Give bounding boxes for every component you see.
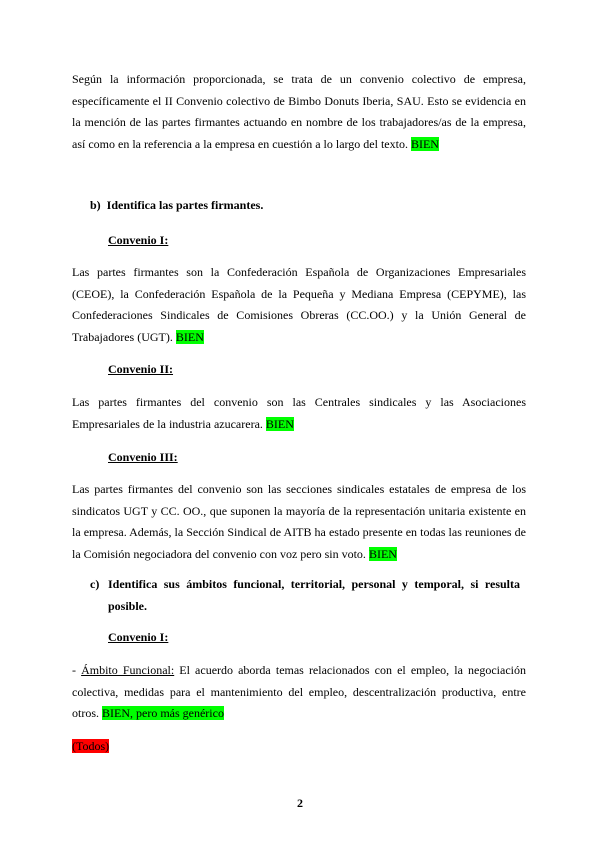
intro-text: Según la información proporcionada, se trata de un convenio colectivo de empresa, específicamente el II Convenio colectivo de Bimbo Donuts Iberia, SAU. Esto se evidencia en la mención de las partes firmantes actuando en nombre de los trabajadores/as de la empresa, así como en la referencia a la empresa en cuestión a lo largo del texto. — [72, 72, 526, 151]
list-dash: - — [72, 663, 82, 677]
section-b-title: Identifica las partes firmantes. — [106, 198, 264, 212]
section-c-heading — [90, 573, 520, 617]
green-mark: BIEN, pero más genérico — [102, 706, 224, 720]
convenio-1-c-heading: Convenio I: — [108, 630, 169, 644]
intro-paragraph — [72, 69, 526, 155]
section-c-title: Identifica sus ámbitos funcional, territorial, personal y temporal, si resulta posible. — [108, 577, 520, 613]
convenio-2-heading: Convenio II: — [108, 362, 174, 376]
convenio-2-paragraph — [72, 392, 526, 435]
section-b-heading — [90, 198, 263, 213]
section-b-label: b) — [90, 198, 101, 212]
section-c-label: c) — [90, 577, 100, 591]
ambito-funcional-text: El acuerdo aborda temas relacionados con el empleo, la negociación colectiva, medidas para el mantenimiento del empleo, descentralización productiva, entre otros. — [72, 663, 526, 720]
convenio-2-text: Las partes firmantes del convenio son las Centrales sindicales y las Asociaciones Empresariales de la industria azucarera. — [72, 395, 526, 431]
convenio-3-paragraph — [72, 479, 526, 565]
green-mark: BIEN — [265, 416, 294, 431]
convenio-1-text: Las partes firmantes son la Confederación Española de Organizaciones Empresariales (CEOE), la Confederación Española de la Pequeña y Mediana Empresa (CEPYME), las Confederaciones Sindicales de Comisiones Obreras (CC.OO.) y la Unión General de Trabajadores (UGT). — [72, 265, 526, 344]
red-mark: (Todos) — [72, 739, 110, 753]
red-mark-paragraph — [72, 736, 526, 758]
green-mark: BIEN — [175, 329, 204, 344]
green-mark: BIEN — [368, 546, 397, 561]
convenio-3-heading: Convenio III: — [108, 450, 178, 464]
convenio-1-paragraph — [72, 262, 526, 348]
convenio-1-heading: Convenio I: — [108, 233, 169, 247]
convenio-3-text: Las partes firmantes del convenio son las secciones sindicales estatales de empresa de los sindicatos UGT y CC. OO., que suponen la mayoría de la representación unitaria existente en la empresa. Además, la Sección Sindical de AITB ha estado presente en todas las reuniones de la Comisión negociadora del convenio con voz pero sin voto. — [72, 482, 526, 561]
page-number: 2 — [297, 796, 303, 810]
ambito-funcional-paragraph — [72, 660, 526, 725]
green-mark: BIEN — [410, 136, 439, 151]
ambito-funcional-term: Ámbito Funcional: — [81, 663, 175, 677]
